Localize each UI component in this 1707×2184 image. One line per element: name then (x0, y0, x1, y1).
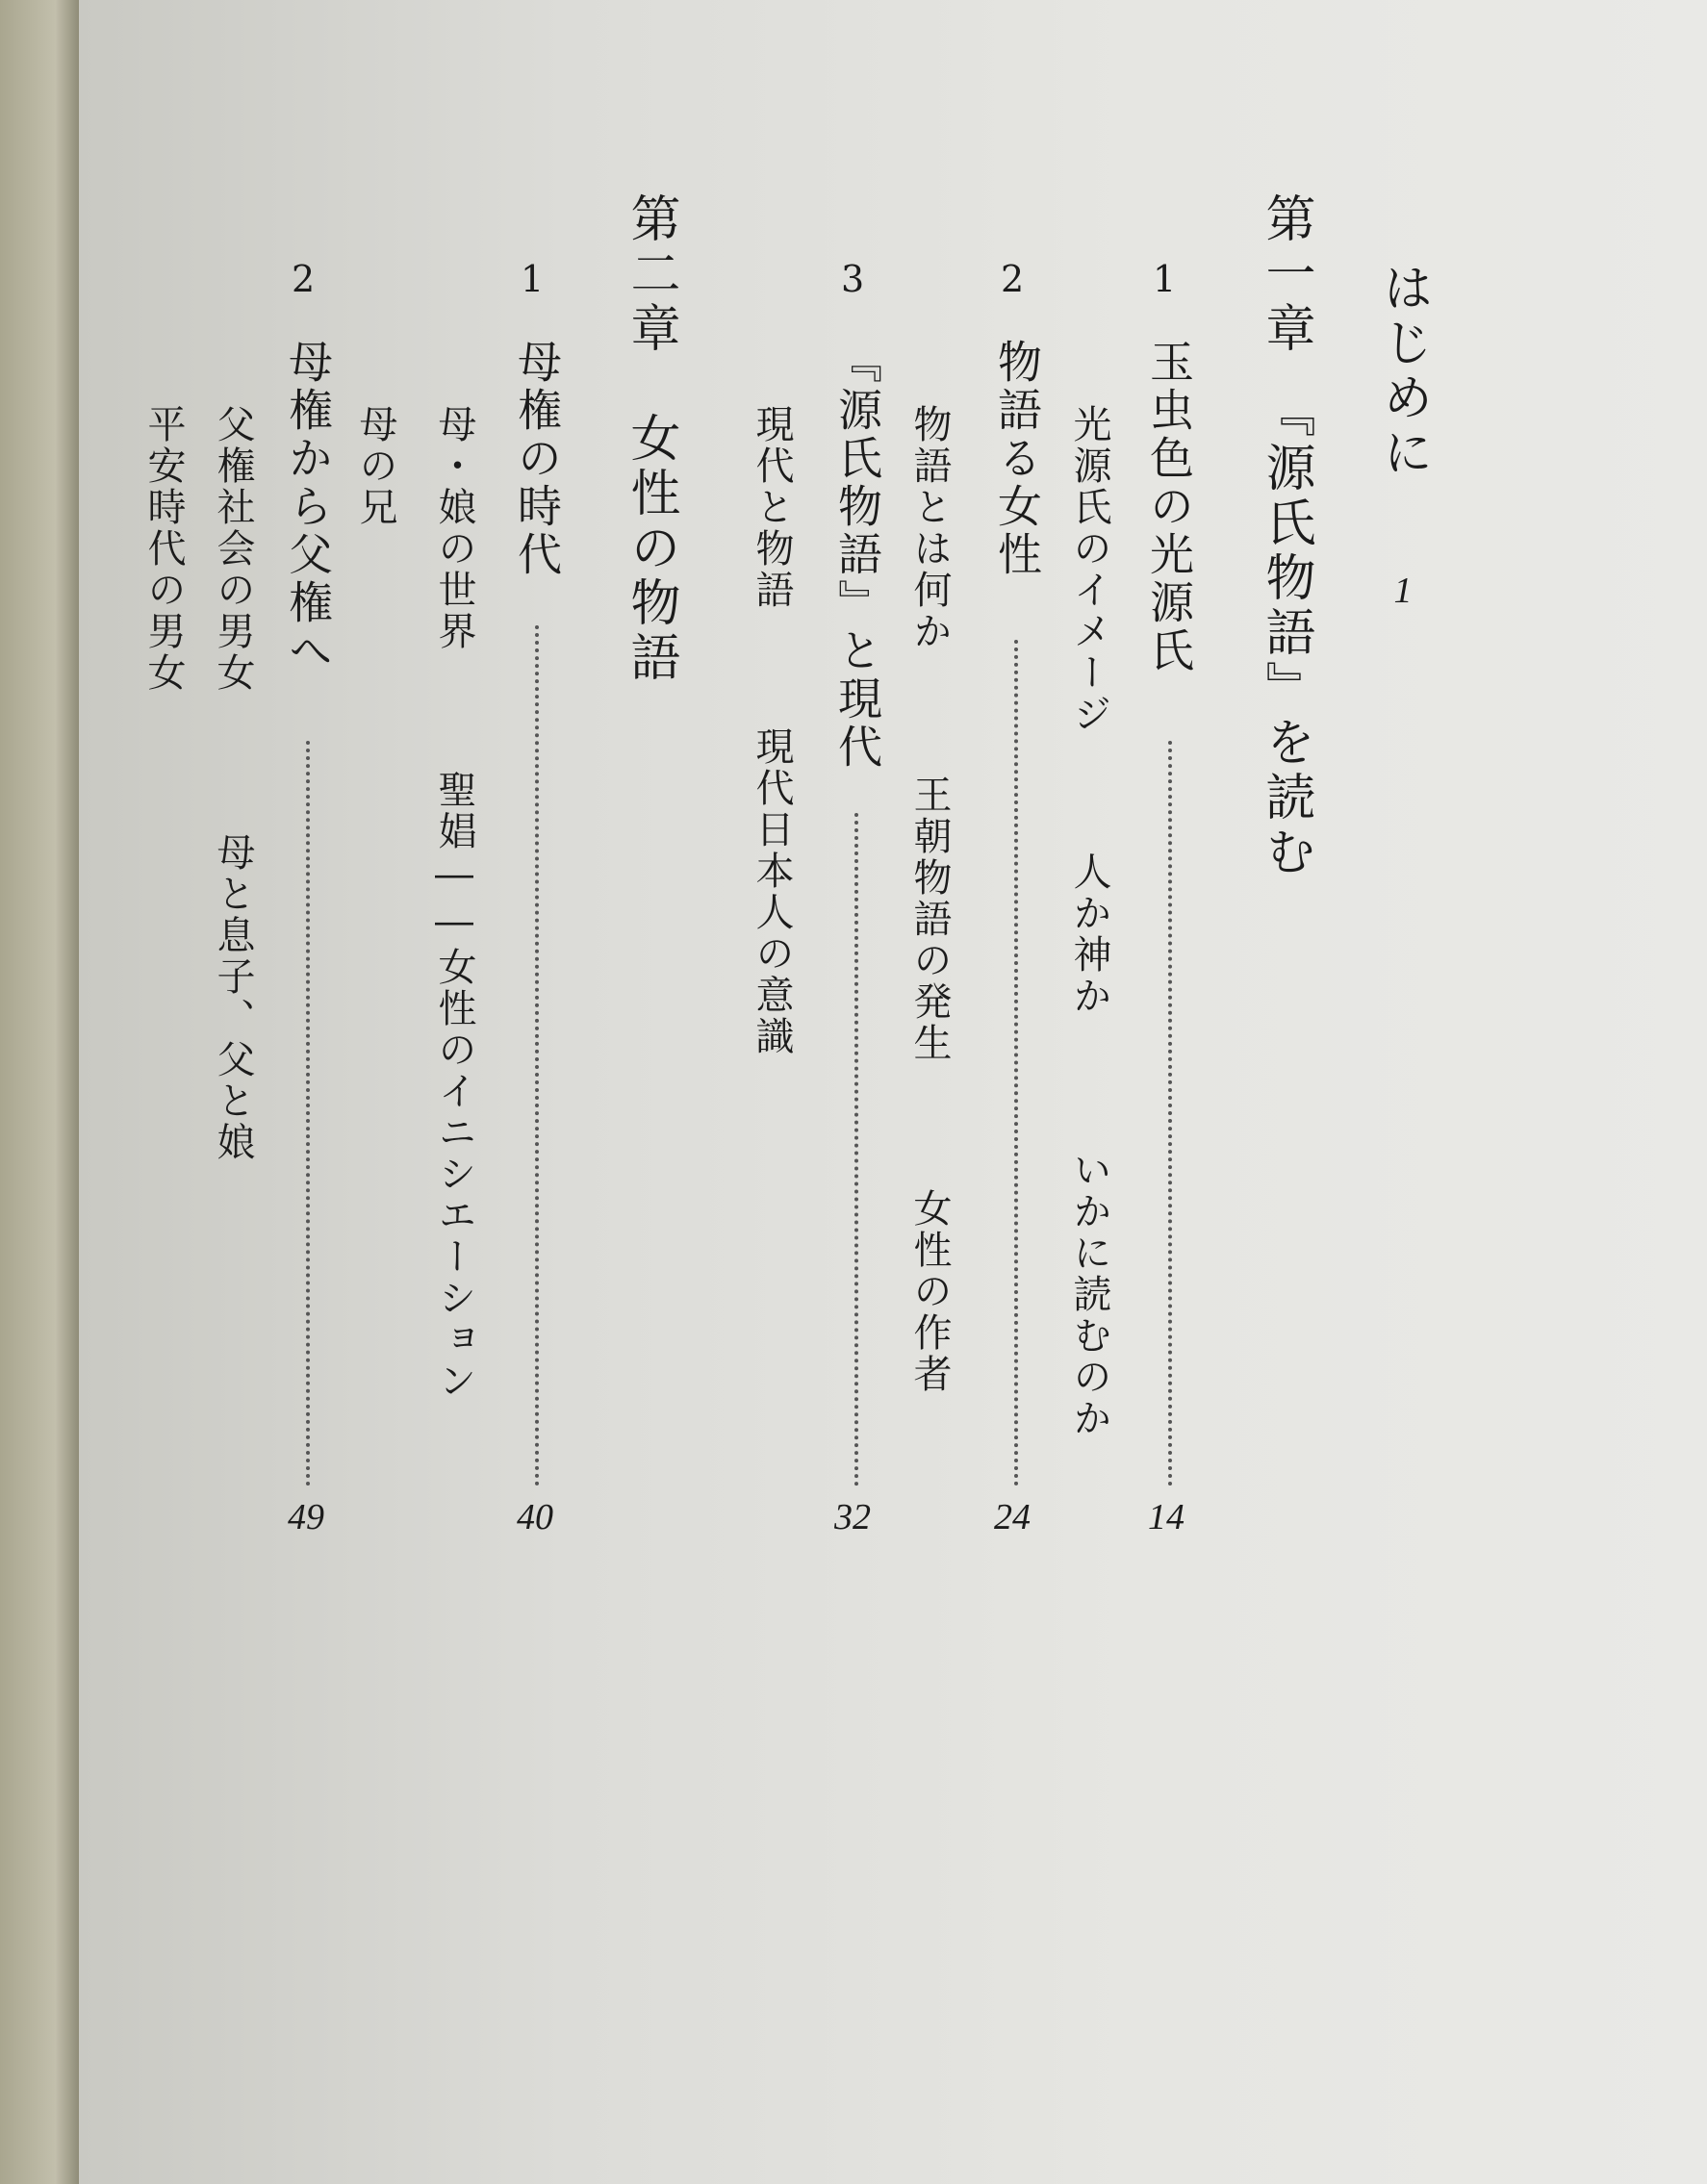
toc-preface-page: 1 (1393, 571, 1413, 611)
ch1-sec3-page: 32 (834, 1497, 871, 1537)
ch1-sec2-number: 2 (1001, 258, 1025, 300)
ch2-sec1-title: 母権の時代 (511, 339, 563, 579)
ch2-sec1-sub1: 母・娘の世界 (432, 404, 476, 652)
ch2-sec1-sub3: 母の兄 (353, 404, 397, 528)
ch1-sec1-sub3: いかに読むのか (1067, 1150, 1111, 1439)
ch1-sec2-page: 24 (994, 1497, 1031, 1537)
ch1-sec3-sub1: 現代と物語 (750, 404, 794, 611)
ch1-sec1-sub1: 光源氏のイメージ (1067, 404, 1111, 735)
ch1-sec3-sub2: 現代日本人の意識 (750, 726, 794, 1057)
ch2-sec2-leader (306, 741, 310, 1486)
ch1-sec3-leader (854, 813, 858, 1486)
ch1-sec3-number: 3 (841, 258, 865, 300)
ch1-sec1-title: 玉虫色の光源氏 (1143, 339, 1195, 675)
ch1-sec1-number: 1 (1153, 258, 1177, 300)
ch1-sec1-page: 14 (1148, 1497, 1185, 1537)
ch1-sec2-sub2: 王朝物語の発生 (907, 775, 952, 1064)
toc-page (79, 0, 1707, 2184)
ch2-sec1-number: 1 (521, 258, 545, 300)
ch2-sec1-leader (535, 625, 539, 1486)
book-edge (0, 0, 79, 2184)
chapter-1-title: 第一章 『源氏物語』を読む (1257, 192, 1314, 880)
ch2-sec2-title: 母権から父権へ (282, 339, 334, 675)
ch2-sec2-sub3: 平安時代の男女 (141, 404, 186, 694)
ch1-sec2-sub3: 女性の作者 (907, 1188, 952, 1395)
ch1-sec2-title: 物語る女性 (991, 339, 1043, 579)
toc-preface-title: はじめに (1374, 262, 1432, 481)
ch2-sec2-sub2: 母と息子、父と娘 (211, 832, 255, 1163)
ch1-sec1-sub2: 人か神か (1067, 851, 1111, 1017)
ch2-sec1-page: 40 (517, 1497, 553, 1537)
ch1-sec2-leader (1014, 640, 1018, 1486)
ch1-sec3-title: 『源氏物語』と現代 (831, 339, 883, 772)
ch2-sec2-number: 2 (292, 258, 316, 300)
ch2-sec2-sub1: 父権社会の男女 (211, 404, 255, 694)
ch1-sec2-sub1: 物語とは何か (907, 404, 952, 652)
ch2-sec2-page: 49 (288, 1497, 324, 1537)
ch2-sec1-sub2: 聖娼――女性のイニシエーション (432, 770, 476, 1402)
chapter-2-title: 第二章 女性の物語 (622, 192, 679, 686)
ch1-sec1-leader (1168, 741, 1172, 1486)
